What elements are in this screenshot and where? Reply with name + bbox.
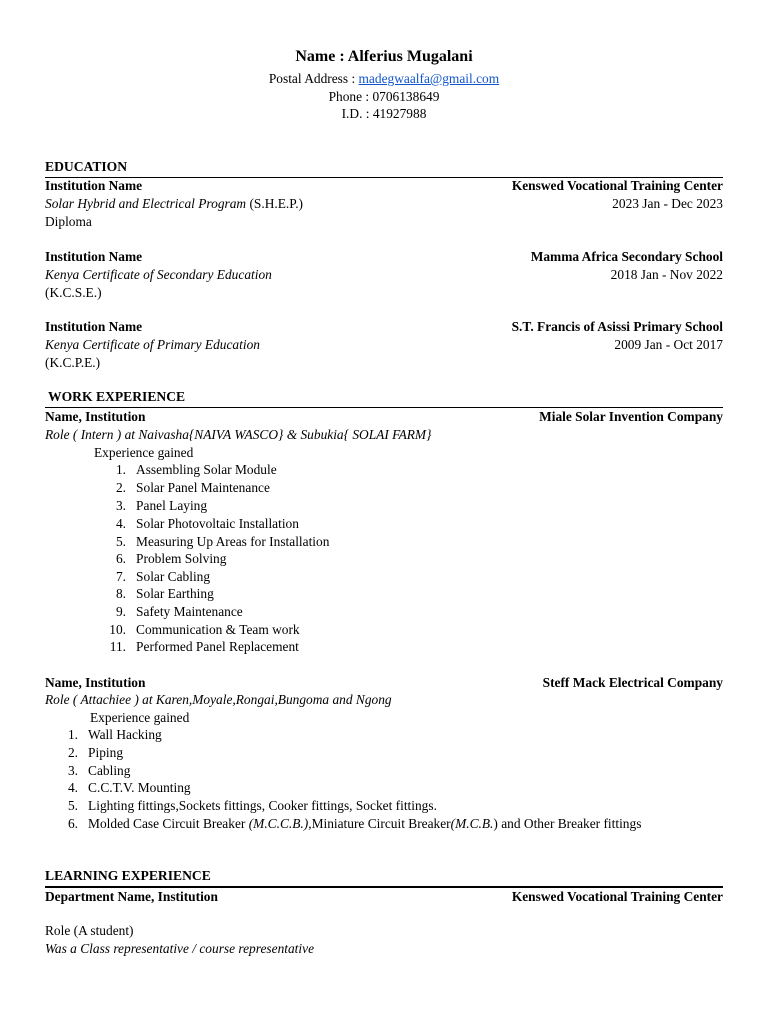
work-rule — [45, 407, 723, 408]
candidate-name: Name : Alferius Mugalani — [295, 48, 473, 65]
learning-heading: LEARNING EXPERIENCE — [45, 868, 211, 883]
job-company: Miale Solar Invention Company — [539, 409, 723, 424]
list-item: 6. Molded Case Circuit Breaker (M.C.C.B.),Miniature Circuit Breaker(M.C.B.) and Other Breaker fittings — [67, 816, 642, 831]
experience-gained-label: Experience gained — [94, 445, 194, 460]
list-item: 3. Cabling — [67, 763, 131, 778]
course-dates: 2018 Jan - Nov 2022 — [610, 267, 723, 282]
list-item: 9. Safety Maintenance — [115, 604, 243, 619]
email-link[interactable]: madegwaalfa@gmail.com — [358, 71, 500, 86]
postal-address — [0, 70, 768, 88]
id-number: I.D. : 41927988 — [341, 106, 427, 121]
list-item: 8. Solar Earthing — [115, 586, 214, 601]
institution-label: Institution Name — [45, 178, 143, 193]
education-entry-3-course — [45, 337, 723, 355]
course-extra: (K.C.S.E.) — [45, 285, 102, 300]
list-item: 2. Piping — [67, 745, 124, 760]
phone: Phone : 0706138649 — [328, 89, 440, 104]
job-2-header — [45, 675, 723, 693]
postal-label: Postal Address : — [268, 71, 359, 86]
list-item: 6. Problem Solving — [115, 551, 227, 566]
course-dates: 2023 Jan - Dec 2023 — [612, 196, 723, 211]
list-item: 1. Assembling Solar Module — [115, 462, 277, 477]
list-item: 5. Measuring Up Areas for Installation — [115, 534, 330, 549]
job-label: Name, Institution — [45, 675, 146, 690]
learning-rule — [45, 886, 723, 888]
course-extra: (K.C.P.E.) — [45, 355, 101, 370]
education-entry-3-header — [45, 319, 723, 337]
list-item: 5. Lighting fittings,Sockets fittings, Cooker fittings, Socket fittings. — [67, 798, 437, 813]
education-entry-1-course — [45, 196, 723, 214]
list-item: 7. Solar Cabling — [115, 569, 211, 584]
job-1-header — [45, 409, 723, 427]
list-item: 11. Performed Panel Replacement — [109, 639, 299, 654]
institution-name: Mamma Africa Secondary School — [530, 249, 723, 264]
course-extra: Diploma — [45, 214, 92, 229]
institution-label: Institution Name — [45, 319, 143, 334]
job-role: Role ( Intern ) at Naivasha{NAIVA WASCO} & Subukia{ SOLAI FARM} — [45, 427, 432, 442]
work-heading: WORK EXPERIENCE — [48, 389, 186, 404]
job-role: Role ( Attachiee ) at Karen,Moyale,Rongai,Bungoma and Ngong — [45, 692, 392, 707]
institution-label: Institution Name — [45, 249, 143, 264]
course-dates: 2009 Jan - Oct 2017 — [614, 337, 723, 352]
learning-role: Role (A student) — [45, 923, 134, 938]
learning-header — [45, 889, 723, 907]
list-item: 4. Solar Photovoltaic Installation — [115, 516, 299, 531]
education-entry-2-header — [45, 249, 723, 267]
experience-gained-label: Experience gained — [90, 710, 190, 725]
education-entry-2-course — [45, 267, 723, 285]
course-name: Kenya Certificate of Primary Education — [45, 337, 260, 352]
learning-note: Was a Class representative / course representative — [45, 941, 315, 956]
learning-label: Department Name, Institution — [45, 889, 218, 904]
institution-name: S.T. Francis of Asissi Primary School — [511, 319, 723, 334]
institution-name: Kenswed Vocational Training Center — [511, 178, 723, 193]
job-label: Name, Institution — [45, 409, 146, 424]
education-heading: EDUCATION — [45, 159, 128, 174]
list-item: 4. C.C.T.V. Mounting — [67, 780, 191, 795]
list-item: 1. Wall Hacking — [67, 727, 162, 742]
course-abbrev: (S.H.E.P.) — [246, 196, 304, 211]
list-item: 2. Solar Panel Maintenance — [115, 480, 270, 495]
education-entry-1-header — [45, 178, 723, 196]
list-item: 10. Communication & Team work — [109, 622, 300, 637]
job-company: Steff Mack Electrical Company — [542, 675, 723, 690]
learning-institution: Kenswed Vocational Training Center — [511, 889, 723, 904]
course-name: Solar Hybrid and Electrical Program — [45, 196, 247, 211]
list-item: 3. Panel Laying — [115, 498, 208, 513]
course-name: Kenya Certificate of Secondary Education — [45, 267, 272, 282]
